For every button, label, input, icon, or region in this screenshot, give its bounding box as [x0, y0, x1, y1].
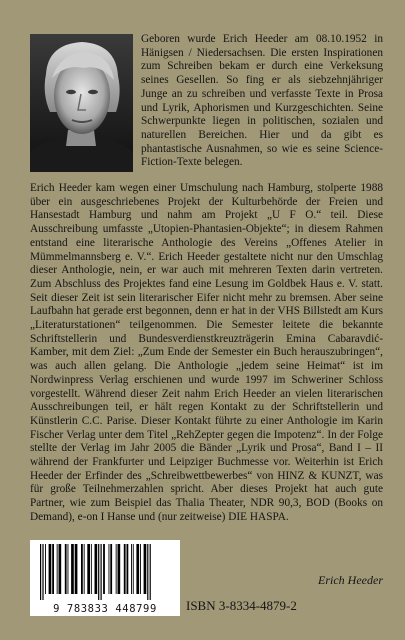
barcode-bar	[124, 544, 126, 594]
author-bio-text: Geboren wurde Erich Heeder am 08.10.1952 in Hänigsen / Niedersachsen. Die ersten Inspirationen zum Schreiben bekam er durch eine Verkeksung seines Gesellen. So fing er als siebzehnjähriger Junge an zu schreiben und verfasste Texte in Prosa und Lyrik, Aphorismen und Kurzgeschichten. Seine Schwerpunkte liegen in politischen, sozialen und naturellen Bereichen. Hier und da gibt es phantastische Ausnahmen, so wie es seine Science-Fiction-Texte belegen.	[141, 33, 383, 169]
barcode-bar	[140, 544, 141, 594]
barcode-bar	[118, 544, 121, 594]
barcode-bar	[109, 544, 110, 594]
barcode	[30, 540, 180, 616]
barcode-bar	[49, 544, 52, 594]
ean-barcode-icon	[30, 540, 180, 602]
barcode-bar	[144, 544, 147, 594]
barcode-bar	[101, 544, 102, 600]
barcode-number: 9 783833 448799	[53, 603, 157, 615]
barcode-bar	[84, 544, 85, 594]
barcode-bar	[81, 544, 83, 594]
author-signature: Erich Heeder	[318, 573, 383, 587]
barcode-bar	[42, 544, 43, 600]
main-text	[30, 182, 383, 525]
isbn-number: ISBN 3-8334-4879-2	[186, 598, 297, 613]
main-text-paragraph: Erich Heeder kam wegen einer Umschulung nach Hamburg, stolperte 1988 über ein ausgeschriebenes Projekt der Kulturbehörde der Freien und Hansestadt Hamburg und nahm am Projekt „U F O.“ teil. Diese Ausschreibung umfasste „Utopien-Phantasien-Objekte“; in diesem Rahmen entstand eine literarische Anthologie des Vereins „Offenes Atelier in Mümmelmannsberg e. V.“. Erich Heeder gestaltete nicht nur den Umschlag dieser Anthologie, nein, er war auch mit mehreren Texten darin vertreten. Zum Abschluss des Projektes fand eine Lesung im Goldbek Haus e. V. statt. Seit dieser Zeit ist sein literarischer Eifer nicht mehr zu bremsen. Aber seine Laufbahn hat gerade erst begonnen, denn er hat in der VHS Billstedt am Kurs „Literaturstationen“ teilgenommen. Die Semester leitete die bekannte Schriftstellerin und Bundesverdienstkreuzträgerin Emina Cabaravdić-Kamber, mit dem Ziel: „Zum Ende der Semester ein Buch herauszubringen“, was auch allen gelang. Die Anthologie „jedem seine Heimat“ ist im Nordwinpress Verlag erschienen und wurde 1997 im Schweriner Schloss vorgestellt. Während dieser Zeit nahm Erich Heeder an vielen literarischen Ausschreibungen teil, er hält regen Kontakt zu der Schriftstellerin und Künstlerin C.C. Parise. Dieser Kontakt führte zu einer Anthologie im Karin Fischer Verlag unter dem Titel „RehZepter gegen die Impotenz“. In der Folge stellte der Verlag im Jahr 2005 die Bänder „Lyrik und Prosa“, Band I – II während der Frankfurter und Leipziger Buchmesse vor. Weiterhin ist Erich Heeder der Erfinder des „Schreibwettbewerbes“ von HINZ & KUNZT, was für große Teilnehmerzahlen spricht. Aber dieses Projekt hat auch gute Partner, wie zum Beispiel das Thalia Theater, NDR 90,3, BOD (Books on Demand), e-on I Hanse und (nur zeitweise) DIE HASPA.	[30, 182, 383, 523]
barcode-bar	[131, 544, 132, 594]
barcode-bar	[110, 544, 112, 594]
barcode-bar	[95, 544, 98, 594]
barcode-bar	[116, 544, 117, 594]
barcode-bar	[75, 544, 78, 594]
barcode-bar	[68, 544, 69, 594]
barcode-bar	[57, 544, 58, 594]
barcode-bar	[103, 544, 105, 594]
barcode-bar	[136, 544, 139, 594]
barcode-bar	[52, 544, 54, 594]
barcode-bar	[127, 544, 129, 594]
barcode-bar	[65, 544, 67, 594]
author-bio	[141, 33, 383, 170]
barcode-bar	[147, 544, 148, 600]
barcode-bar	[71, 544, 74, 594]
author-portrait-image	[30, 34, 133, 172]
barcode-bar	[87, 544, 90, 594]
barcode-bar	[133, 544, 134, 594]
barcode-bar	[91, 544, 92, 594]
barcode-bar	[40, 544, 41, 600]
barcode-bar	[45, 544, 46, 594]
barcode-bar	[59, 544, 62, 594]
barcode-bar	[98, 544, 99, 600]
author-photo	[30, 34, 133, 172]
barcode-bar	[150, 544, 151, 600]
